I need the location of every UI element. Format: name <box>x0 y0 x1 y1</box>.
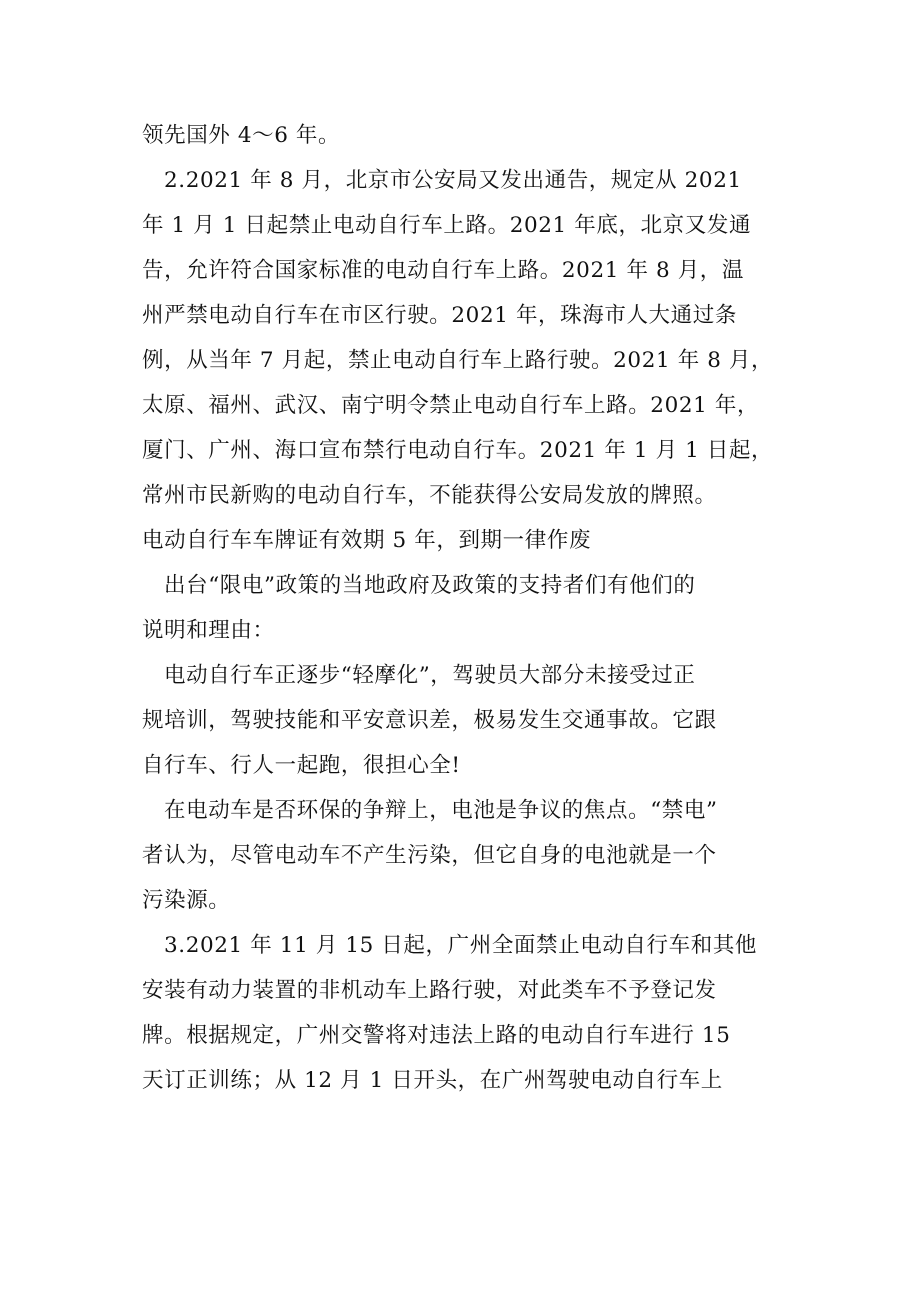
text-line: 说明和理由： <box>142 618 275 643</box>
text-line: 天订正训练；从 12 月 1 日开头，在广州驾驶电动自行车上 <box>142 1068 723 1093</box>
text-line: 常州市民新购的电动自行车，不能获得公安局发放的牌照。 <box>142 483 717 508</box>
text-line: 太原、福州、武汉、南宁明令禁止电动自行车上路。2021 年， <box>142 393 760 418</box>
text-line: 州严禁电动自行车在市区行驶。2021 年，珠海市人大通过条 <box>142 303 737 328</box>
text-line: 电动自行车车牌证有效期 5 年，到期一律作废 <box>142 528 592 553</box>
paragraph-start-line: 3.2021 年 11 月 15 日起，广州全面禁止电动自行车和其他 <box>164 933 758 958</box>
text-line: 者认为，尽管电动车不产生污染，但它自身的电池就是一个 <box>142 843 717 868</box>
text-line: 例，从当年 7 月起，禁止电动自行车上路行驶。2021 年 8 月， <box>142 348 774 373</box>
text-line: 牌。根据规定，广州交警将对违法上路的电动自行车进行 15 <box>142 1023 731 1048</box>
paragraph-start-line: 电动自行车正逐步“轻摩化”，驾驶员大部分未接受过正 <box>164 663 696 688</box>
paragraph-start-line: 在电动车是否环保的争辩上，电池是争议的焦点。“禁电” <box>164 798 718 823</box>
text-line: 污染源。 <box>142 888 231 913</box>
text-line: 年 1 月 1 日起禁止电动自行车上路。2021 年底，北京又发通 <box>142 213 752 238</box>
document-body <box>142 113 782 1103</box>
text-line: 规培训，驾驶技能和平安意识差，极易发生交通事故。它跟 <box>142 708 717 733</box>
paragraph-start-line: 出台“限电”政策的当地政府及政策的支持者们有他们的 <box>164 573 696 598</box>
text-line: 厦门、广州、海口宣布禁行电动自行车。2021 年 1 月 1 日起， <box>142 438 774 463</box>
text-line: 领先国外 4～6 年。 <box>142 123 341 148</box>
text-line: 自行车、行人一起跑，很担心全! <box>142 753 461 778</box>
paragraph-start-line: 2.2021 年 8 月，北京市公安局又发出通告，规定从 2021 <box>164 168 742 193</box>
text-line: 安装有动力装置的非机动车上路行驶，对此类车不予登记发 <box>142 978 717 1003</box>
text-line: 告，允许符合国家标准的电动自行车上路。2021 年 8 月，温 <box>142 258 744 283</box>
